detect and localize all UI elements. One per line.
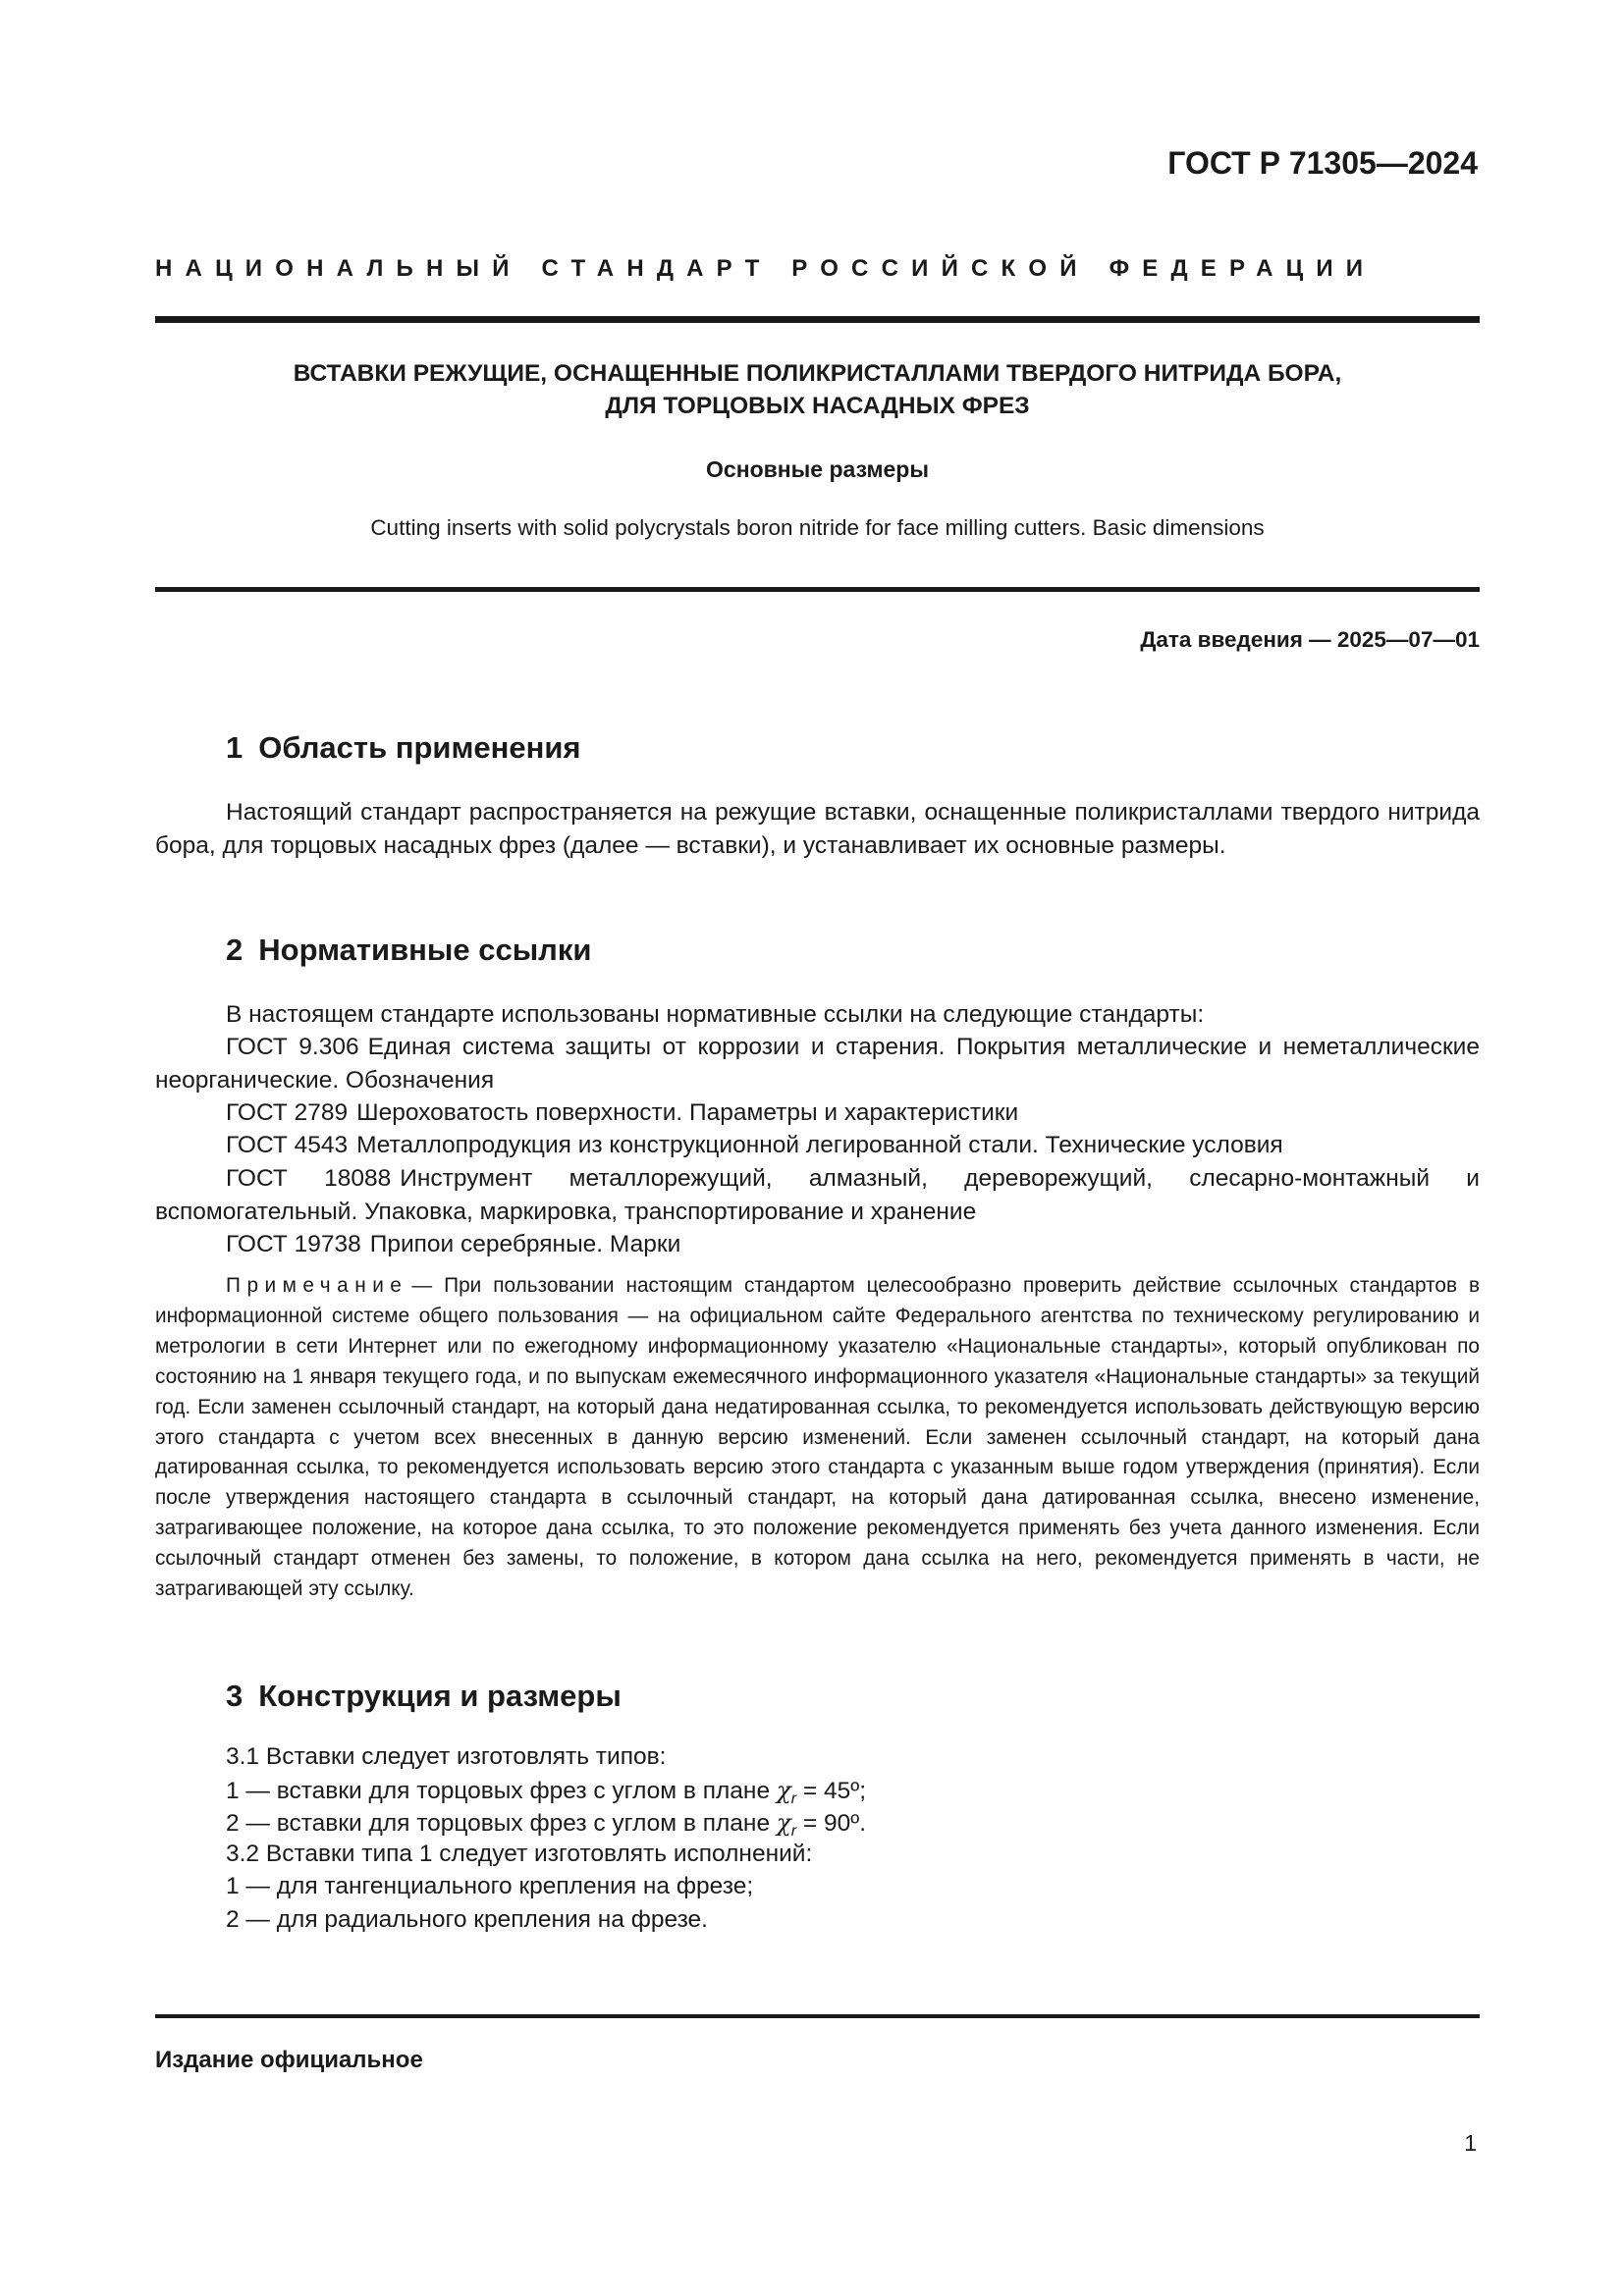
section-number: 1 (226, 730, 244, 765)
references-intro: В настоящем стандарте использованы нормативные ссылки на следующие стандарты: (226, 1001, 1205, 1028)
reference-title: Шероховатость поверхности. Параметры и характеристики (356, 1099, 1019, 1126)
reference-code: ГОСТ 2789 (226, 1099, 349, 1126)
reference-title: Инструмент металлорежущий, алмазный, дереворежущий, слесарно-монтажный и вспомогательный. Упаковка, маркировка, транспортирование и хранение (155, 1165, 1480, 1225)
section-2-heading (226, 933, 591, 968)
reference-code: ГОСТ 18088 (226, 1165, 392, 1192)
title-rule (155, 587, 1480, 592)
note-text: — При пользовании настоящим стандартом целесообразно проверить действие ссылочных стандартов в информационной системе общего пользования — на официальном сайте Федерального агентства по техническому регулированию и метрологии в сети Интернет или по ежегодному информационному указателю «Национальные стандарты», который опубликован по состоянию на 1 января текущего года, и по выпускам ежемесячного информационного указателя «Национальные стандарты» за текущий год. Если заменен ссылочный стандарт, на который дана недатированная ссылка, то рекомендуется использовать действующую версию этого стандарта с учетом всех внесенных в данную версию изменений. Если заменен ссылочный стандарт, на который дана датированная ссылка, то рекомендуется использовать версию этого стандарта с указанным выше годом утверждения (принятия). Если после утверждения настоящего стандарта в ссылочный стандарт, на который дана датированная ссылка, внесено изменение, затрагивающее положение, на которое дана ссылка, то это положение рекомендуется применять без учета данного изменения. Если ссылочный стандарт отменен без замены, то положение, в котором дана ссылка на него, рекомендуется применять в части, не затрагивающей эту ссылку. (155, 1274, 1480, 1601)
header-rule (155, 316, 1480, 323)
angle-value: = 90º. (796, 1810, 867, 1837)
clause-3-2: 3.2 Вставки типа 1 следует изготовлять исполнений: (226, 1841, 813, 1867)
reference-item (155, 1228, 1480, 1261)
reference-title: Металлопродукция из конструкционной легированной стали. Технические условия (356, 1132, 1283, 1158)
document-subtitle: Основные размеры (706, 456, 929, 482)
title-line-2: ДЛЯ ТОРЦОВЫХ НАСАДНЫХ ФРЕЗ (605, 393, 1030, 419)
reference-code: ГОСТ 9.306 (226, 1034, 359, 1060)
document-code: ГОСТ Р 71305—2024 (1167, 145, 1478, 181)
title-line-1: ВСТАВКИ РЕЖУЩИЕ, ОСНАЩЕННЫЕ ПОЛИКРИСТАЛЛАМИ ТВЕРДОГО НИТРИДА БОРА, (293, 360, 1342, 387)
section-3-heading (226, 1679, 622, 1714)
section-1-heading (226, 730, 581, 766)
reference-code: ГОСТ 4543 (226, 1132, 349, 1158)
references-note (155, 1271, 1480, 1605)
reference-title: Припои серебряные. Марки (369, 1231, 681, 1257)
section-title: Нормативные ссылки (258, 933, 592, 967)
reference-title: Единая система защиты от коррозии и старения. Покрытия металлические и неметаллические неорганические. Обозначения (155, 1034, 1480, 1094)
introduction-date: Дата введения — 2025—07—01 (1140, 627, 1480, 652)
variant-1-item: 1 — для тангенциального крепления на фрезе; (226, 1873, 754, 1899)
english-title: Cutting inserts with solid polycrystals boron nitride for face milling cutters. Basic dimensions (370, 515, 1265, 540)
angle-subscript: r (790, 1790, 797, 1807)
angle-subscript: r (790, 1823, 797, 1840)
footer-rule (155, 2014, 1480, 2018)
section-title: Область применения (258, 730, 581, 765)
national-standard-line: НАЦИОНАЛЬНЫЙ СТАНДАРТ РОССИЙСКОЙ ФЕДЕРАЦИИ (155, 255, 1377, 282)
type-1-item (226, 1776, 866, 1808)
type-text: 1 — вставки для торцовых фрез с углом в плане (226, 1778, 771, 1804)
variant-2-item: 2 — для радиального крепления на фрезе. (226, 1906, 708, 1933)
type-text: 2 — вставки для торцовых фрез с углом в плане (226, 1810, 771, 1837)
document-title (155, 357, 1480, 422)
reference-item (155, 1096, 1480, 1130)
official-edition-label: Издание официальное (155, 2047, 423, 2073)
reference-item (155, 1031, 1480, 1096)
type-2-item (226, 1808, 866, 1841)
angle-symbol: χ (776, 1808, 791, 1837)
angle-symbol: χ (776, 1776, 791, 1804)
section-1-text: Настоящий стандарт распространяется на режущие вставки, оснащенные поликристаллами твердого нитрида бора, для торцовых насадных фрез (далее — вставки), и устанавливает их основные размеры. (155, 799, 1480, 859)
note-label: Примечание (226, 1274, 408, 1297)
section-number: 3 (226, 1679, 244, 1713)
reference-code: ГОСТ 19738 (226, 1231, 361, 1257)
clause-3-1: 3.1 Вставки следует изготовлять типов: (226, 1743, 667, 1770)
section-number: 2 (226, 933, 244, 967)
section-title: Конструкция и размеры (258, 1679, 622, 1713)
reference-item (155, 1162, 1480, 1228)
angle-value: = 45º; (796, 1778, 867, 1804)
page-number: 1 (1464, 2130, 1477, 2156)
reference-item (155, 1129, 1480, 1162)
